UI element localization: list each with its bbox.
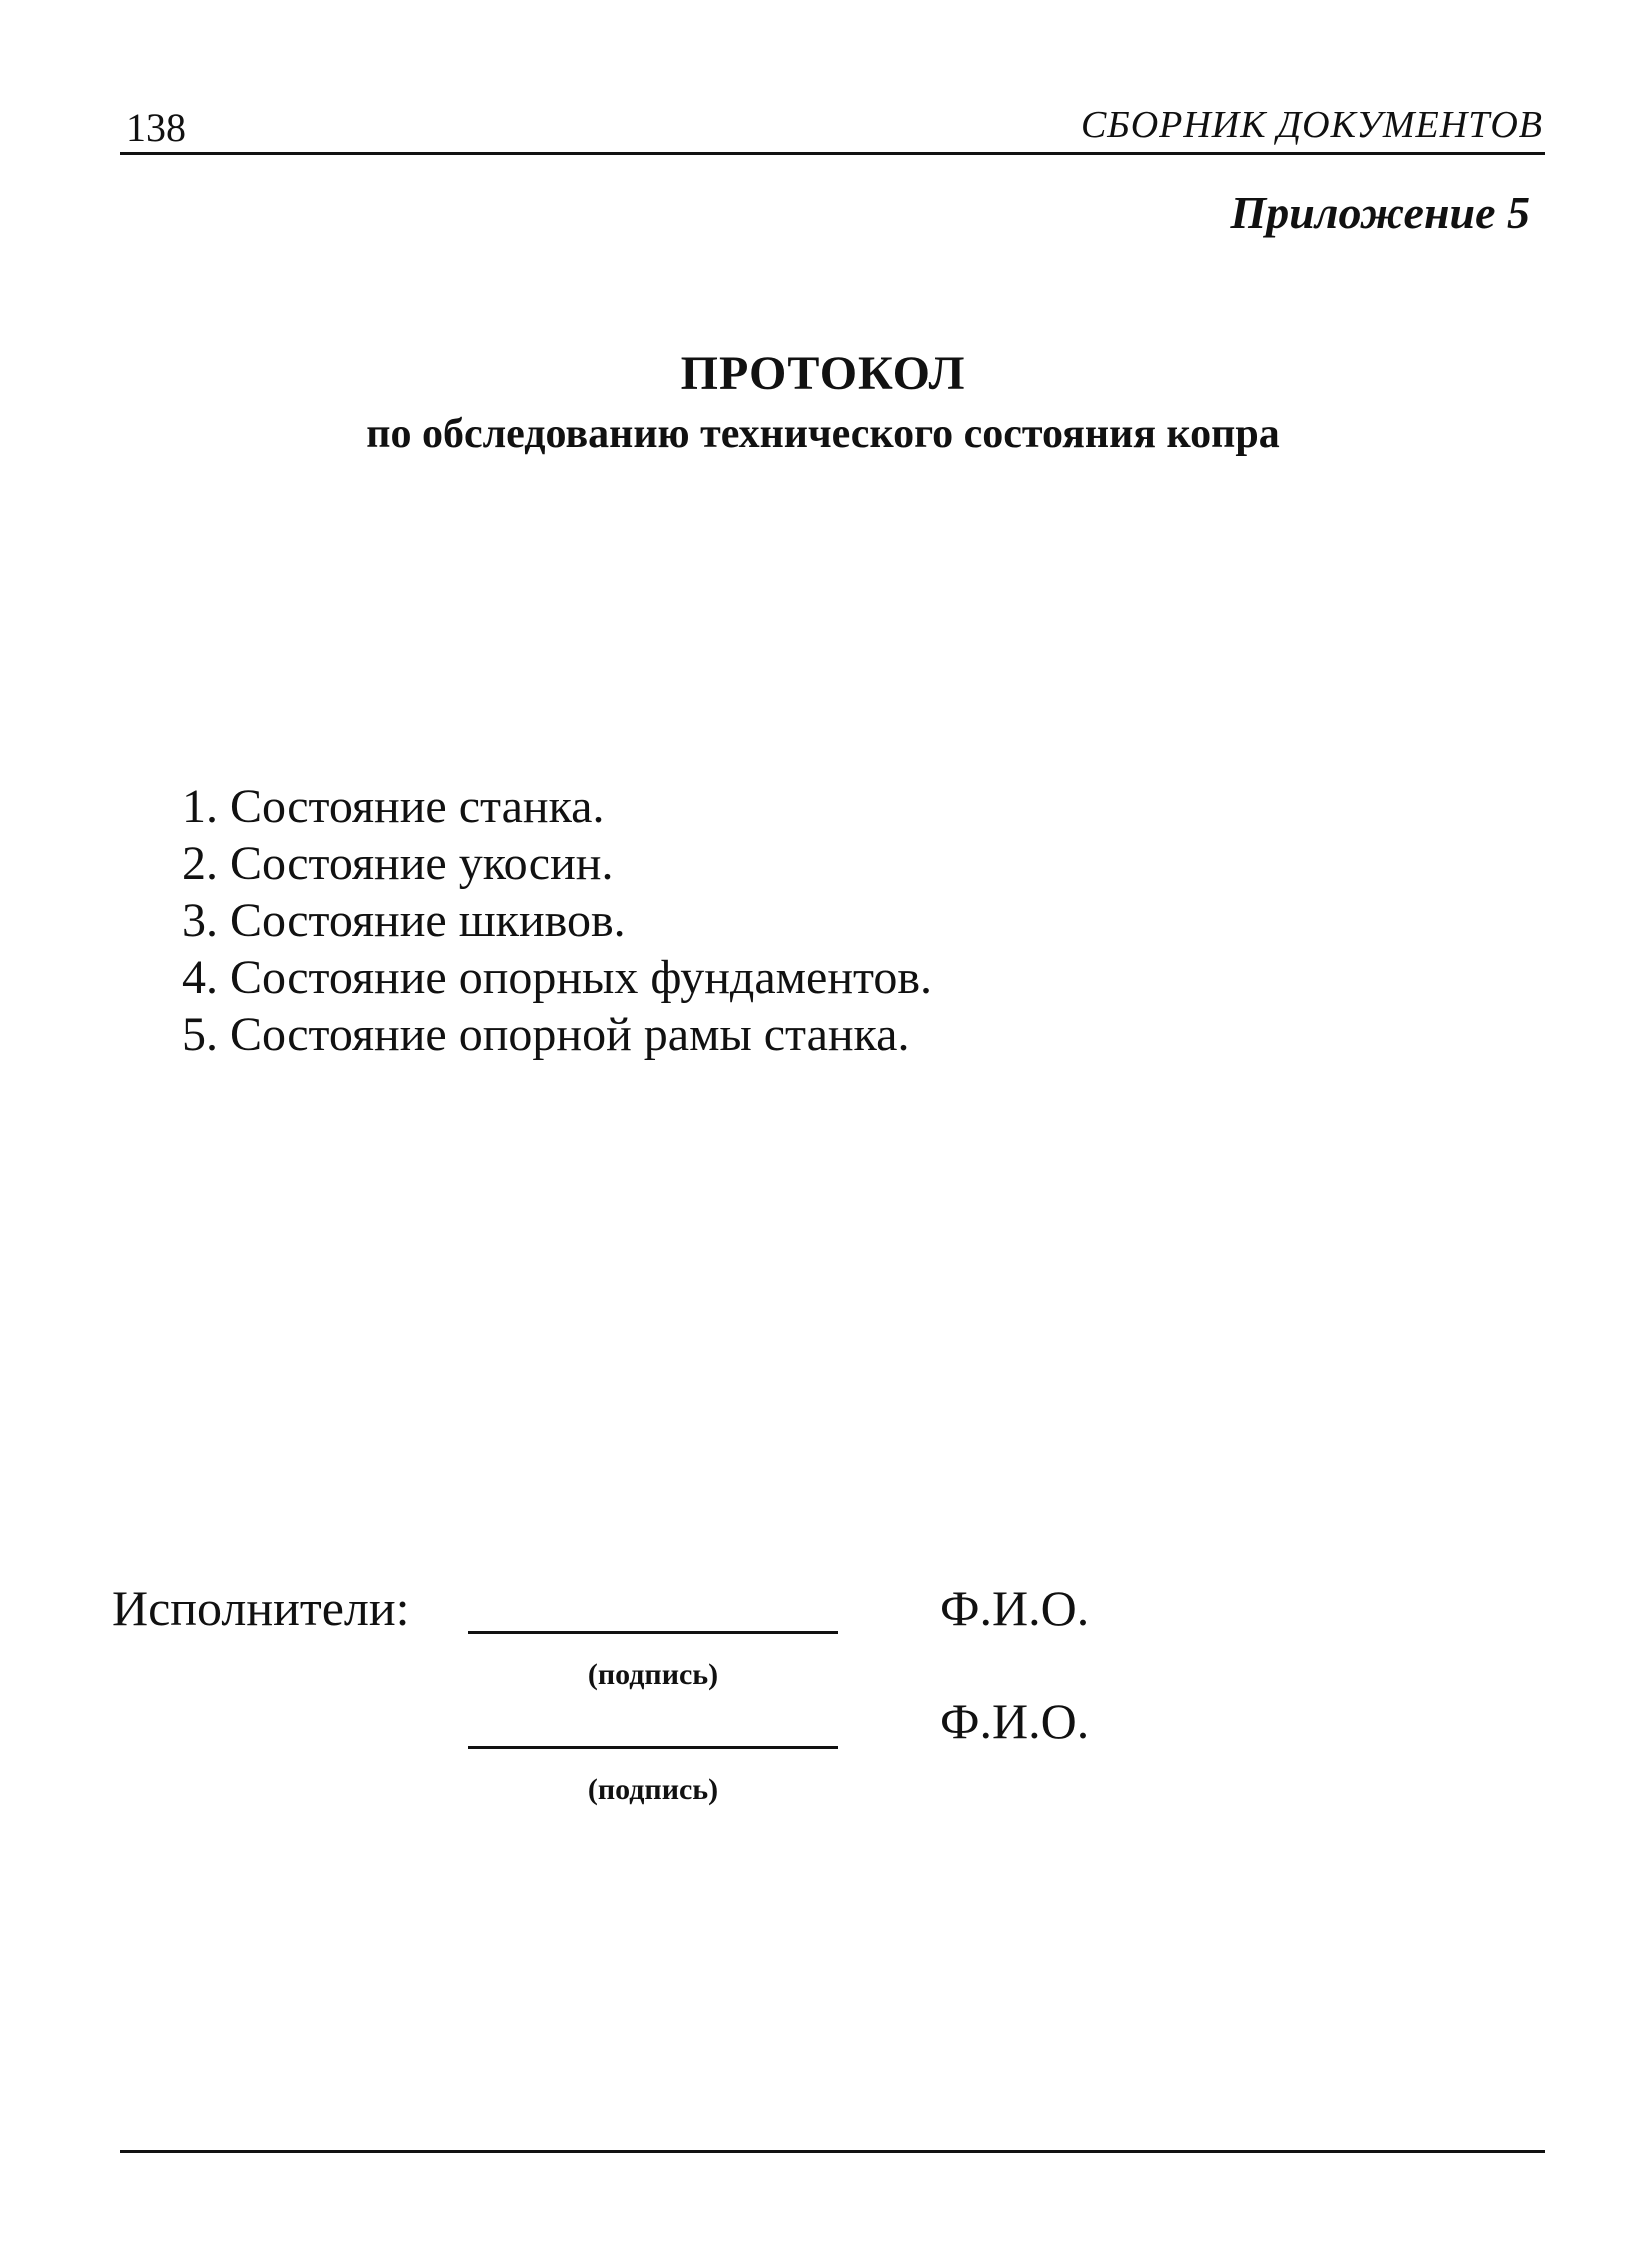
signature-caption: (подпись) — [587, 1773, 719, 1806]
bottom-rule — [120, 2150, 1545, 2153]
signature-caption: (подпись) — [587, 1658, 719, 1691]
document-title: ПРОТОКОЛ — [680, 347, 966, 400]
running-title: СБОРНИК ДОКУМЕНТОВ — [1080, 104, 1543, 146]
list-item: 3. Состояние шкивов. — [182, 894, 626, 947]
full-name-placeholder: Ф.И.О. — [940, 1580, 1090, 1636]
page-number: 138 — [126, 105, 186, 150]
appendix-label: Приложение 5 — [1230, 187, 1530, 238]
document-subtitle: по обследованию технического состояния копра — [366, 411, 1280, 457]
signature-line — [468, 1746, 838, 1749]
list-item: 4. Состояние опорных фундаментов. — [182, 951, 933, 1004]
list-item: 1. Состояние станка. — [182, 780, 605, 833]
executors-label: Исполнители: — [112, 1580, 410, 1636]
signature-line — [468, 1631, 838, 1634]
full-name-placeholder: Ф.И.О. — [940, 1693, 1090, 1749]
list-item: 5. Состояние опорной рамы станка. — [182, 1008, 910, 1061]
list-item: 2. Состояние укосин. — [182, 837, 614, 890]
